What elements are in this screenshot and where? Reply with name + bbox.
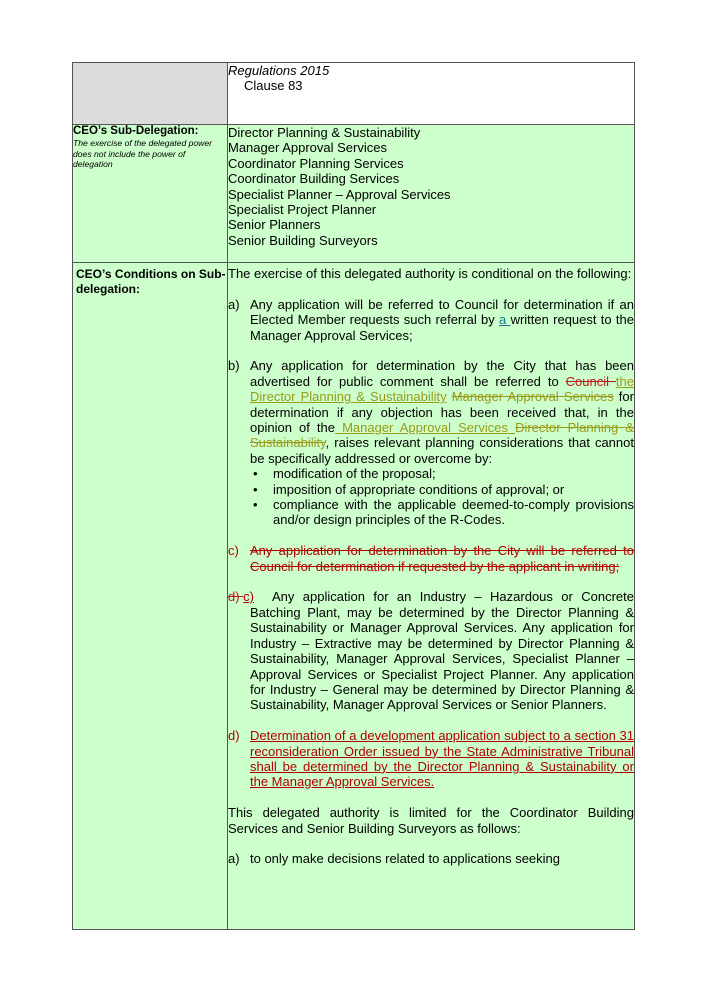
- row2-label-cell: [73, 125, 228, 263]
- officer-item: Specialist Planner – Approval Services: [228, 186, 451, 202]
- condition-a: a) Any application will be referred to Council for determination if an Elected Member requests such referral by a written request to the Manager Approval Services;: [228, 296, 635, 343]
- officer-item: Director Planning & Sustainability: [228, 125, 421, 140]
- row3-content-cell: [228, 263, 635, 930]
- officer-item: Manager Approval Services: [228, 140, 387, 156]
- limitation-text: This delegated authority is limited for the Coordinator Building Services and Senior Building Surveyors as follows:: [228, 805, 634, 836]
- row3-label-cell: [73, 263, 228, 930]
- bullet-item: • imposition of appropriate conditions of approval; or: [250, 482, 634, 497]
- row2-content-cell: [228, 125, 635, 263]
- inserted-label: c): [243, 589, 255, 605]
- sub-delegation-heading: CEO’s Sub-Delegation:: [73, 125, 199, 137]
- condition-b-label: b): [228, 358, 240, 374]
- officer-item: Coordinator Planning Services: [228, 155, 404, 171]
- condition-b: b) Any application for determination by the City that has been advertised for public comment shall be referred to Council the Director Planning & Sustainability Manager Approval Services for determination if any objection has been received that, in the opinion of the Manager Approval Services Director Planning & Sustainability, raises relevant planning considerations that cannot be specifically addressed or overcome by: • modification of the proposal; • imposition of appropriate conditions of approval; or • compliance with the applicable deemed-to-comply provisions and/or design principles of the R-Codes.: [228, 358, 634, 527]
- deleted-text: Council: [565, 373, 616, 389]
- table-row: [73, 263, 635, 930]
- deleted-text: Director Planning & Sustainability: [250, 420, 634, 451]
- sub-delegation-note: The exercise of the delegated power does not include the power of delegation: [73, 138, 213, 170]
- deleted-label: d): [228, 589, 244, 605]
- inserted-text: Manager Approval Services: [335, 420, 516, 436]
- row1-content-cell: [228, 63, 635, 125]
- condition-d: d) c) Any application for an Industry – Hazardous or Concrete Batching Plant, may be determined by the Director Planning & Sustainability or Manager Approval Services. Any application for Industry – Extractive may be determined by Director Planning & Sustainability, Manager Approval Services, Specialist Planner – Approval Services or Specialist Project Planner. Any application for Industry – General may be determined by Director Planning & Sustainability, Manager Approval Services or Senior Planners.: [228, 589, 634, 713]
- officer-item: Specialist Project Planner: [228, 202, 377, 218]
- condition-d-new: d) Determination of a development application subject to a section 31 reconsideration Order issued by the State Administrative Tribunal shall be determined by the Director Planning & Sustainability or the Manager Approval Services.: [228, 728, 634, 790]
- inserted-text: a: [499, 312, 511, 328]
- condition-a-label: a): [228, 296, 240, 312]
- table-row: [73, 125, 635, 263]
- officer-item: Coordinator Building Services: [228, 171, 400, 187]
- regulation-text: Regulations 2015: [228, 63, 330, 78]
- bullet-item: • modification of the proposal;: [250, 466, 634, 481]
- officer-item: Senior Building Surveyors: [228, 232, 378, 248]
- condition-c-deleted: c) Any application for determination by the City will be referred to Council for determination if requested by the applicant in writing;: [228, 543, 634, 574]
- condition-d-label: d): [228, 728, 240, 744]
- delegation-table: [72, 62, 635, 930]
- limitation-a-label: a): [228, 851, 240, 867]
- table-row: [73, 63, 635, 125]
- officer-item: Senior Planners: [228, 217, 321, 233]
- condition-c-label: c): [228, 543, 239, 559]
- row1-label-cell: [73, 63, 228, 125]
- limitation-a: a) to only make decisions related to applications seeking: [228, 851, 561, 867]
- clause-text: Clause 83: [244, 78, 303, 94]
- bullet-item: • compliance with the applicable deemed-to-comply provisions and/or design principles of the R-Codes.: [250, 497, 634, 528]
- inserted-text: the Director Planning & Sustainability: [250, 373, 634, 405]
- conditions-intro: The exercise of this delegated authority is conditional on the following:: [228, 266, 632, 281]
- deleted-text: Manager Approval Services: [451, 389, 614, 405]
- conditions-heading: CEO’s Conditions on Sub-delegation:: [76, 267, 226, 296]
